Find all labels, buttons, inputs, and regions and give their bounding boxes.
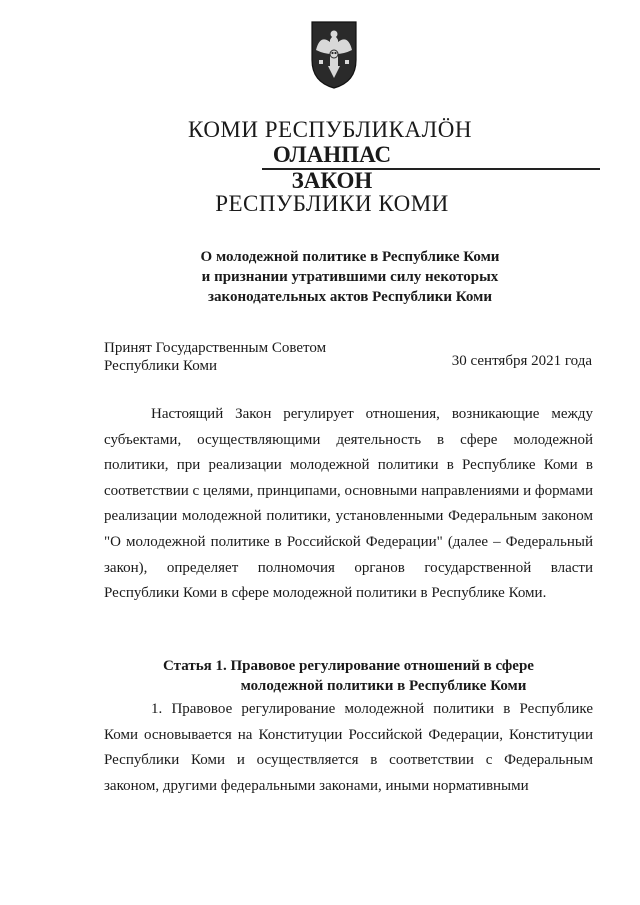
header-respubliki: РЕСПУБЛИКИ КОМИ <box>215 191 449 216</box>
article-1-heading-line-1: Статья 1. Правовое регулирование отношений в сфере <box>163 658 534 674</box>
title-line-1: О молодежной политике в Республике Коми <box>200 249 500 265</box>
header-komi-name: КОМИ РЕСПУБЛИКАЛÖН <box>188 117 472 142</box>
header-olanpas: ОЛАНПАС <box>272 142 392 167</box>
article-1-heading <box>104 656 593 696</box>
title-line-3: законодательных актов Республики Коми <box>208 289 492 305</box>
adoption-authority-line-2: Республики Коми <box>104 358 217 374</box>
coat-of-arms-icon <box>310 20 358 90</box>
adoption-date: 30 сентября 2021 года <box>451 353 592 369</box>
title-line-2: и признании утратившими силу некоторых <box>201 269 499 285</box>
preamble-paragraph: Настоящий Закон регулирует отношения, возникающие между субъектами, осуществляющими деятельность в сфере молодежной политики, при реализации молодежной политики в Республике Коми в соответствии с целями, принципами, основными направлениями и формами реализации молодежной политики, установленными Федеральным законом "О молодежной политике в Российской Федерации" (далее – Федеральный закон), определяет полномочия органов государственной власти Республики Коми в сфере молодежной политики в Республике Коми. <box>104 406 593 602</box>
article-1-heading-line-2: молодежной политики в Республике Коми <box>240 678 527 694</box>
article-1-paragraph-1: 1. Правовое регулирование молодежной политики в Республике Коми основывается на Конституции Российской Федерации, Конституции Республики Коми и осуществляется в соответствии с Федеральным законом, другими федеральными законами, иными нормативными <box>104 701 593 794</box>
adoption-authority <box>104 339 326 375</box>
header-zakon: ЗАКОН <box>291 168 373 193</box>
adoption-authority-line-1: Принят Государственным Советом <box>104 340 327 356</box>
document-title <box>150 247 550 307</box>
